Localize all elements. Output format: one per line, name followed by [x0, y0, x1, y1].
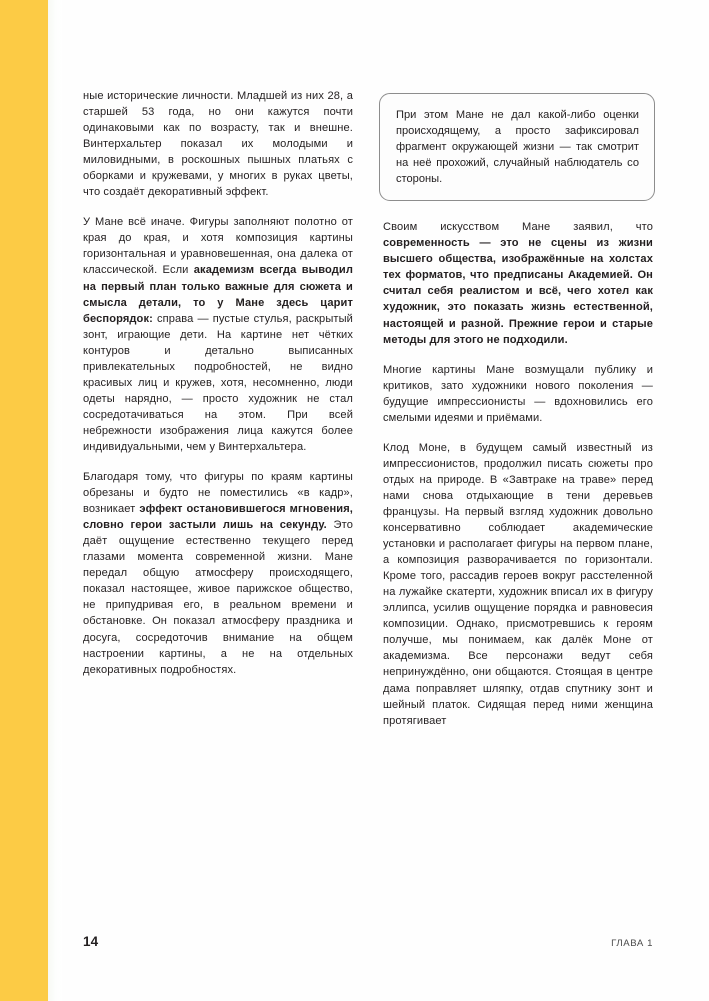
page-footer [83, 934, 653, 949]
running-head-chapter: ГЛАВА 1 [611, 938, 653, 949]
text-run: Клод Моне, в будущем самый известный из импрессионистов, продолжил писать сюжеты про отдых на природе. В «Завтраке на траве» перед нами снова отдыхающие в тени деревьев французы. На первый взгляд художник довольно консервативно соблюдает академические установки и располагает фигуры на первом плане, а композиция разворачивается по горизонтали. Кроме того, рассадив героев вокруг расстеленной на лужайке скатерти, художник вписал их в фигуру эллипса, усилив ощущение порядка и равновесия композиции. Однако, присмотревшись к героям получше, мы понимаем, как далёк Моне от академизма. Все персонажи ведут себя непринуждённо, они общаются. Стоящая в центре дама поправляет шляпку, отдав спутнику зонт и шейный платок. Сидящая перед ними женщина протягивает [383, 441, 653, 727]
paragraph [383, 440, 653, 729]
right-text-column [383, 88, 653, 729]
accent-stripe [0, 0, 48, 1001]
paragraph [83, 469, 353, 678]
text-run: Своим искусством Мане заявил, что [383, 221, 653, 234]
text-run-bold: современность — это не сцены из жизни высшего общества, изображённые на холстах тех форматов, что предписаны Академией. Он считал себя реалистом и всё, чего хотел как художник, это показать жизнь естественной, настоящей и разной. Прежние герои и старые методы для этого не подходили. [383, 237, 653, 346]
page-gutter-shading [48, 0, 62, 1001]
paragraph [83, 214, 353, 455]
text-run: Многие картины Мане возмущали публику и критиков, зато художники нового поколения — будущие импрессионисты — вдохновились его смелыми идеями и приёмами. [383, 363, 653, 424]
text-run: У Мане всё иначе. Фигуры заполняют полотно от края до края, и хотя композиция картины горизонтальная и уравновешенная, она далека от классической. Если [83, 216, 353, 277]
text-run: Благодаря тому, что фигуры по краям картины обрезаны и будто не поместились «в кадр», возникает [83, 471, 353, 516]
paragraph [383, 362, 653, 426]
text-run-bold: эффект остановившегося мгновения, словно герои застыли лишь на секунду. [83, 503, 353, 532]
text-run: ные исторические личности. Младшей из них 28, а старшей 53 года, но они кажутся почти одинаковыми как по возрасту, так и внешне. Винтерхальтер показал их молодыми и миловидными, в роскошных пышных платьях с оборками и кружевами, у многих в руках цветы, что создаёт декоративный эффект. [83, 90, 353, 199]
text-run: справа — пустые стулья, раскрытый зонт, играющие дети. На картине нет чётких контуров и детально выписанных привлекательных подробностей, не видно красивых лиц и кружев, хотя, несомненно, люди одеты нарядно, — просто художник не стал сосредотачиваться на этом. При всей небрежности изображения лица кажутся более индивидуальными, чем у Винтерхальтера. [83, 312, 353, 453]
text-run: Это даёт ощущение естественно текущего перед глазами момента современной жизни. Мане передал общую атмосферу происходящего, показал настоящее, живое парижское общество, не припудривая его, в реальном времени и обстановке. Он показал атмосферу праздника и досуга, сосредоточив внимание на общем настроении картины, а не на отдельных декоративных подробностях. [83, 519, 353, 676]
two-column-layout [83, 88, 653, 729]
paragraph [83, 88, 353, 200]
left-text-column [83, 88, 353, 678]
pull-quote-box [379, 93, 655, 201]
page-content [83, 88, 653, 928]
pull-quote-text: При этом Мане не дал какой-либо оценки происходящему, а просто зафиксировал фрагмент окружающей жизни — так смотрит на неё прохожий, случайный наблюдатель со стороны. [396, 109, 639, 186]
text-run-bold: академизм всегда выводил на первый план только важные для сюжета и смысла детали, то у Мане здесь царит беспорядок: [83, 264, 353, 325]
paragraph [383, 219, 653, 347]
page-number: 14 [83, 934, 99, 949]
